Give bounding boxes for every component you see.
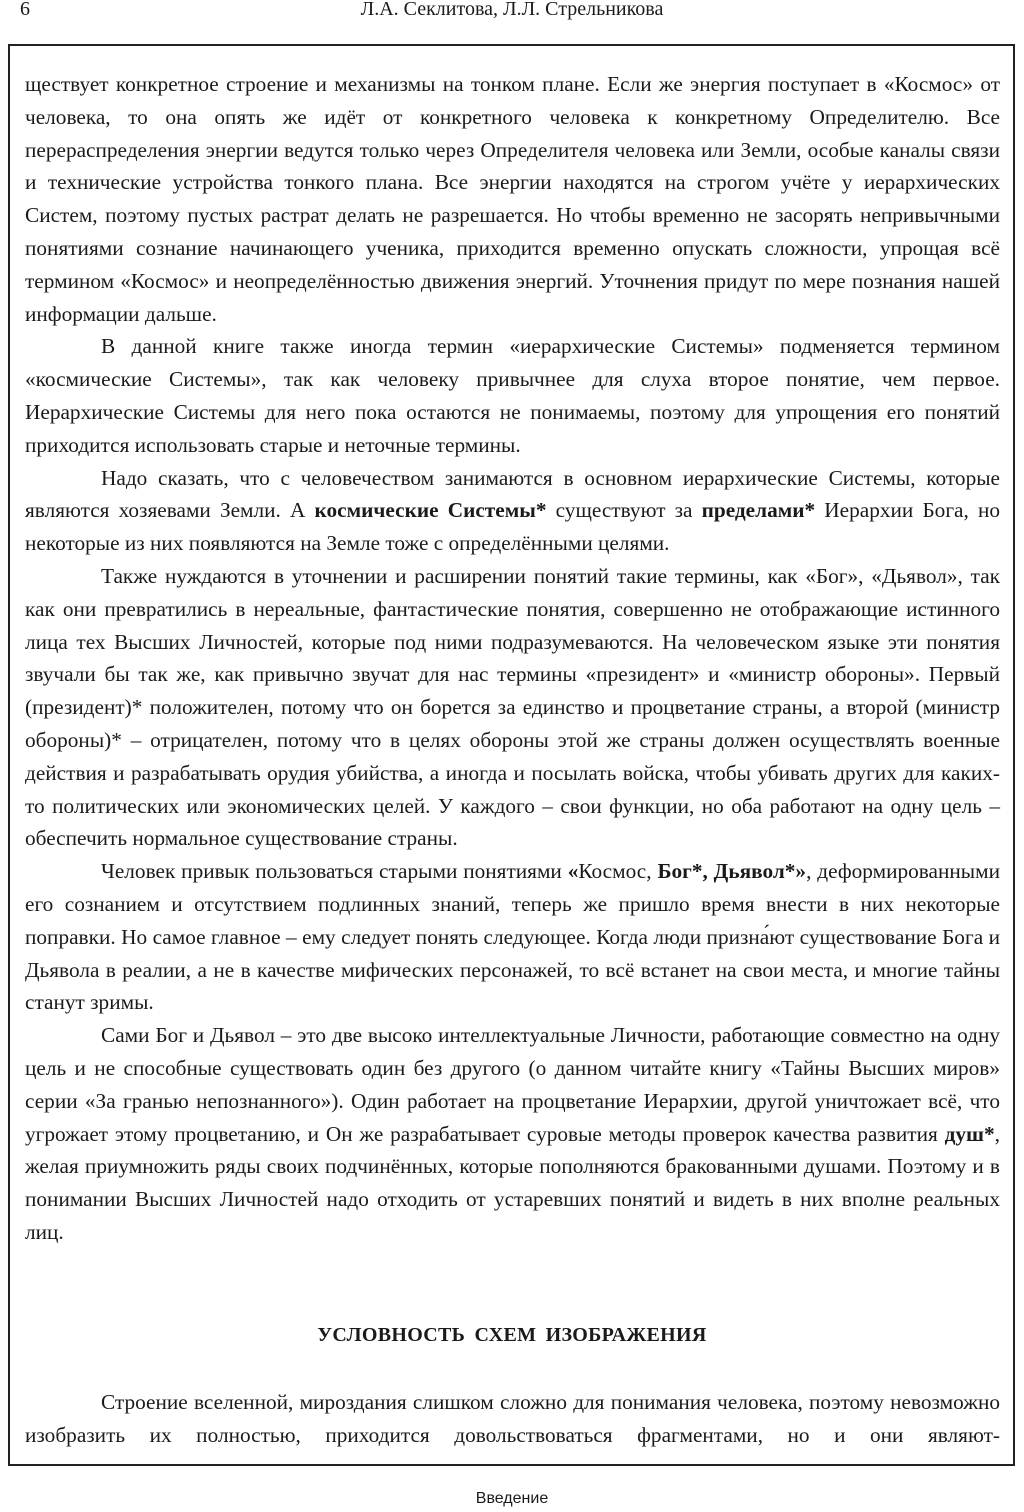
- page-number: 6: [20, 0, 30, 20]
- text-span: , деформированными его сознанием и отсутствием подлинных знаний, теперь же пришло время внести в них некоторые поправки. Но самое главное – ему следует понять следующее. Когда люди призна́ют существование Бога и Дьявола в реалии, а не в качестве мифических персонажей, то всё встанет на свои места, и многие тайны станут зримы.: [25, 859, 1000, 1015]
- bold-term: «: [567, 859, 579, 884]
- text-span: Надо сказать, что с человечеством занимаются в основном иерархические Системы, которые являются хозяевами Земли. А: [25, 465, 1000, 523]
- text-span: Сами Бог и Дьявол – это две высоко интеллектуальные Личности, работающие совместно на одну цель и не способные существовать один без другого (о данном читайте книгу «Тайны Высших миров» серии «За гранью непознанного»). Один работает на процветание Иерархии, другой уничтожает всё, что угрожает этому процветанию, и Он же разрабатывает суровые методы проверок качества развития: [25, 1023, 1000, 1146]
- paragraph-3: [25, 462, 1000, 560]
- section-heading: УСЛОВНОСТЬ СХЕМ ИЗОБРАЖЕНИЯ: [317, 1324, 707, 1346]
- paragraph-2: В данной книге также иногда термин «иерархические Системы» подменяется термином «космические Системы», так как человеку привычнее для слуха второе понятие, чем первое. Иерархические Системы для него пока остаются не понимаемы, поэтому для упрощения его понятий приходится использовать старые и неточные термины.: [25, 334, 1000, 457]
- text-span: Иерархии Бога, но некоторые из них появляются на Земле тоже с определёнными целями.: [25, 498, 1001, 556]
- paragraph-1: ществует конкретное строение и механизмы на тонком плане. Если же энергия поступает в «Космос» от человека, то она опять же идёт от конкретного человека к конкретному Определителю. Все перераспределения энергии ведутся только через Определителя человека или Земли, особые каналы связи и технические устройства тонкого плана. Все энергии находятся на строгом учёте у иерархических Систем, поэтому пустых растрат делать не разрешается. Но чтобы временно не засорять непривычными понятиями сознание начинающего ученика, приходится временно опускать сложности, упрощая всё термином «Космос» и неопределённостью движения энергий. Уточнения придут по мере познания нашей информации дальше.: [25, 72, 1000, 326]
- running-head: Л.А. Секлитова, Л.Л. Стрельникова: [360, 0, 664, 20]
- text-span: , желая приумножить ряды своих подчинённых, которые пополняются бракованными душами. Поэтому и в понимании Высших Личностей надо отходить от устаревших понятий и видеть в них вполне реальных лиц.: [25, 1121, 1000, 1244]
- bold-term: космические Системы*: [314, 498, 547, 523]
- paragraph-5: [25, 855, 1000, 1019]
- main-text: [25, 68, 1000, 1249]
- text-span: Человек привык пользоваться старыми понятиями: [101, 859, 568, 884]
- paragraph-4: Также нуждаются в уточнении и расширении понятий такие термины, как «Бог», «Дьявол», так как они превратились в нереальные, фантастические понятия, совершенно не отображающие истинного лица тех Высших Личностей, которые под ними подразумеваются. На человеческом языке эти понятия звучали бы так же, как привычно звучат для нас термины «президент» и «министр обороны». Первый (президент)* положителен, потому что он борется за единство и процветание страны, а второй (министр обороны)* – отрицателен, потому что в целях обороны этой же страны должен осуществлять военные действия и разрабатывать орудия убийства, а иногда и посылать войска, чтобы убивать других для каких-то политических или экономических целей. У каждого – свои функции, но оба работают на одну цель – обеспечить нормальное существование страны.: [25, 563, 1000, 851]
- paragraph-7: Строение вселенной, мироздания слишком сложно для понимания человека, поэтому невозможно изобразить их полностью, приходится довольствоваться фрагментами, но и они являют-: [25, 1390, 1000, 1447]
- footer-label: Введение: [475, 1490, 549, 1507]
- text-span: Космос,: [578, 859, 658, 884]
- paragraph-6: [25, 1019, 1000, 1249]
- bold-term: душ*: [944, 1121, 995, 1146]
- text-span: существуют за: [546, 498, 702, 523]
- last-text-block: [25, 1386, 1000, 1452]
- bold-term: пределами*: [701, 498, 816, 523]
- bold-term: Бог*, Дьявол*»: [657, 859, 807, 884]
